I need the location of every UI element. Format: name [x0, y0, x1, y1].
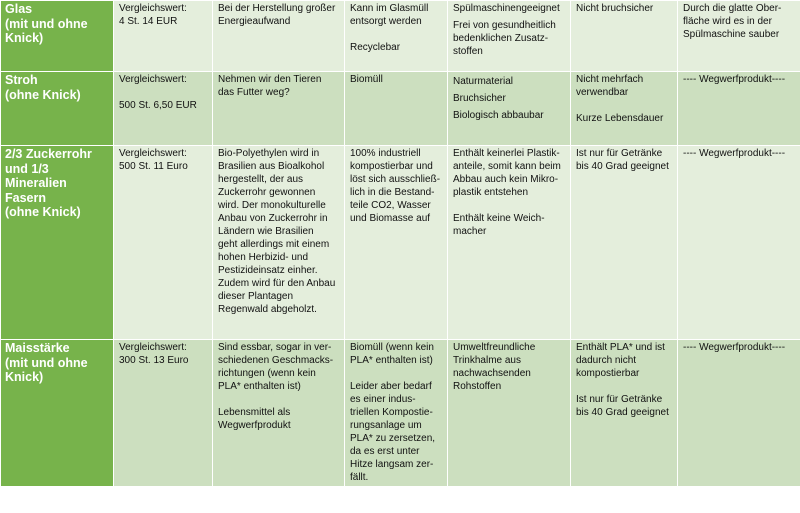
cell-advantages — [448, 1, 571, 72]
row-title-line: Glas — [5, 2, 33, 16]
text-line: Rohstoffen — [453, 381, 502, 392]
cell-price — [114, 146, 213, 340]
text-line: Biologisch abbaubar — [453, 110, 544, 121]
cell-disposal — [345, 72, 448, 146]
text-line: da es erst unter — [350, 446, 420, 457]
text-line: 300 St. 13 Euro — [119, 355, 189, 366]
text-line: Vergleichswert: — [119, 74, 187, 85]
cell-disadvantages — [571, 146, 678, 340]
text-line: Frei von gesundheitlich — [453, 20, 556, 31]
text-line: Regenwald abgeholzt. — [218, 304, 317, 315]
text-line: Ist nur für Getränke — [576, 148, 663, 159]
text-line: Abbau auch kein Mikro- — [453, 174, 559, 185]
text-line: Bei der Herstellung großer — [218, 3, 336, 14]
row-header-zuckerrohr — [1, 146, 114, 340]
text-line: Pestizideinsatz einher. — [218, 265, 318, 276]
text-line: Enthält PLA* und ist — [576, 342, 665, 353]
cell-disposal — [345, 146, 448, 340]
text-line: Bio-Polyethylen wird in — [218, 148, 320, 159]
row-title-line: Fasern — [5, 190, 46, 205]
row-title-line: Mineralien — [5, 176, 67, 190]
text-line: ---- Wegwerfprodukt---- — [683, 74, 786, 85]
cell-production — [213, 146, 345, 340]
text-line: Spülmaschinengeeignet — [453, 3, 560, 14]
text-line: Recyclebar — [350, 42, 401, 53]
row-title-line: Knick) — [5, 31, 44, 45]
text-line: macher — [453, 226, 487, 237]
text-line: Kann im Glasmüll — [350, 3, 429, 14]
text-line: Nicht bruchsicher — [576, 3, 654, 14]
cell-advantages — [448, 72, 571, 146]
text-line: hergestellt, der aus — [218, 174, 304, 185]
text-line: Vergleichswert: — [119, 148, 187, 159]
text-line: fällt. — [350, 472, 369, 483]
text-line: PLA* enthalten ist) — [218, 381, 301, 392]
cell-notes — [678, 1, 800, 72]
text-line: Naturmaterial — [453, 76, 514, 87]
text-line: kompostierbar und — [350, 161, 433, 172]
cell-advantages — [448, 340, 571, 487]
text-line: richtungen (wenn kein — [218, 368, 316, 379]
text-line: bis 40 Grad geeignet — [576, 407, 669, 418]
text-line: Durch die glatte Ober- — [683, 3, 782, 14]
text-line: ---- Wegwerfprodukt---- — [683, 342, 786, 353]
text-line: Nehmen wir den Tieren — [218, 74, 322, 85]
row-title-line: (ohne Knick) — [5, 87, 81, 102]
text-line: Wegwerfprodukt — [218, 420, 291, 431]
cell-price — [114, 340, 213, 487]
text-line: Ist nur für Getränke — [576, 394, 663, 405]
cell-disadvantages — [571, 72, 678, 146]
text-line: Ländern wie Brasilien — [218, 226, 314, 237]
cell-production — [213, 340, 345, 487]
text-line: Vergleichswert: — [119, 342, 187, 353]
cell-disposal — [345, 1, 448, 72]
text-line: bedenklichen Zusatz- — [453, 33, 549, 44]
cell-disadvantages — [571, 340, 678, 487]
cell-notes — [678, 146, 800, 340]
text-line: und Biomasse auf — [350, 213, 431, 224]
table-row-zuckerrohr — [1, 146, 800, 340]
cell-price — [114, 1, 213, 72]
text-line: triellen Kompostie- — [350, 407, 433, 418]
text-line: PLA* enthalten ist) — [350, 355, 433, 366]
text-line: Trinkhalme aus — [453, 355, 521, 366]
text-line: Energieaufwand — [218, 16, 291, 27]
text-line: rungsanlage um — [350, 420, 422, 431]
text-line: Bruchsicher — [453, 93, 506, 104]
text-line: 4 St. 14 EUR — [119, 16, 178, 27]
text-line: schiedenen Geschmacks- — [218, 355, 334, 366]
text-line: es einer indus- — [350, 394, 416, 405]
text-line: Brasilien aus Bioalkohol — [218, 161, 325, 172]
cell-advantages — [448, 146, 571, 340]
text-line: plastik entstehen — [453, 187, 529, 198]
text-line: nachwachsenden — [453, 368, 531, 379]
text-line: teile CO2, Wasser — [350, 200, 431, 211]
text-line: anteile, somit kann beim — [453, 161, 561, 172]
text-line: Leider aber bedarf — [350, 381, 432, 392]
cell-disadvantages — [571, 1, 678, 72]
text-line: Biomüll (wenn kein — [350, 342, 434, 353]
text-line: Hitze langsam zer- — [350, 459, 434, 470]
text-line: Umweltfreundliche — [453, 342, 536, 353]
text-line: Nicht mehrfach — [576, 74, 644, 85]
text-line: hohen Herbizid- und — [218, 252, 309, 263]
text-line: bis 40 Grad geeignet — [576, 161, 669, 172]
text-line: stoffen — [453, 46, 483, 57]
text-line: Enthält keinerlei Plastik- — [453, 148, 560, 159]
cell-disposal — [345, 340, 448, 487]
cell-production — [213, 72, 345, 146]
text-line: kompostierbar — [576, 368, 640, 379]
text-line: 100% industriell — [350, 148, 421, 159]
text-line: PLA* zu zersetzen, — [350, 433, 436, 444]
row-title-line: Stroh — [5, 73, 38, 87]
text-line: Spülmaschine sauber — [683, 29, 780, 40]
text-line: geht allerdings mit einem — [218, 239, 330, 250]
row-title-line: Knick) — [5, 370, 44, 384]
text-line: Zuckerrohr gewonnen — [218, 187, 316, 198]
row-title-line: und 1/3 — [5, 161, 49, 176]
cell-notes — [678, 340, 800, 487]
table-row-stroh — [1, 72, 800, 146]
row-title-line: (ohne Knick) — [5, 205, 81, 219]
cell-production — [213, 1, 345, 72]
text-line: entsorgt werden — [350, 16, 422, 27]
text-line: löst sich ausschließ- — [350, 174, 441, 185]
text-line: Lebensmittel als — [218, 407, 291, 418]
text-line: verwendbar — [576, 87, 629, 98]
row-header-stroh — [1, 72, 114, 146]
row-title-line: (mit und ohne — [5, 16, 88, 31]
text-line: Zudem wird für den Anbau — [218, 278, 336, 289]
text-line: Biomüll — [350, 74, 383, 85]
table-row-maisstaerke — [1, 340, 800, 487]
row-title-line: (mit und ohne — [5, 355, 88, 370]
text-line: das Futter weg? — [218, 87, 290, 98]
text-line: wird. Der monokulturelle — [218, 200, 326, 211]
cell-price — [114, 72, 213, 146]
text-line: fläche wird es in der — [683, 16, 772, 27]
text-line: Kurze Lebensdauer — [576, 113, 664, 124]
text-line: dadurch nicht — [576, 355, 637, 366]
text-line: Vergleichswert: — [119, 3, 187, 14]
row-header-glas — [1, 1, 114, 72]
text-line: 500 St. 6,50 EUR — [119, 100, 197, 111]
text-line: dieser Plantagen — [218, 291, 294, 302]
row-title-line: 2/3 Zuckerrohr — [5, 147, 92, 161]
text-line: Sind essbar, sogar in ver- — [218, 342, 332, 353]
text-line: lich in die Bestand- — [350, 187, 435, 198]
row-title-line: Maisstärke — [5, 341, 70, 355]
text-line: 500 St. 11 Euro — [119, 161, 188, 172]
cell-notes — [678, 72, 800, 146]
table-row-glas — [1, 1, 800, 72]
text-line: ---- Wegwerfprodukt---- — [683, 148, 786, 159]
row-header-maisstaerke — [1, 340, 114, 487]
text-line: Enthält keine Weich- — [453, 213, 545, 224]
text-line: Anbau von Zuckerrohr in — [218, 213, 328, 224]
